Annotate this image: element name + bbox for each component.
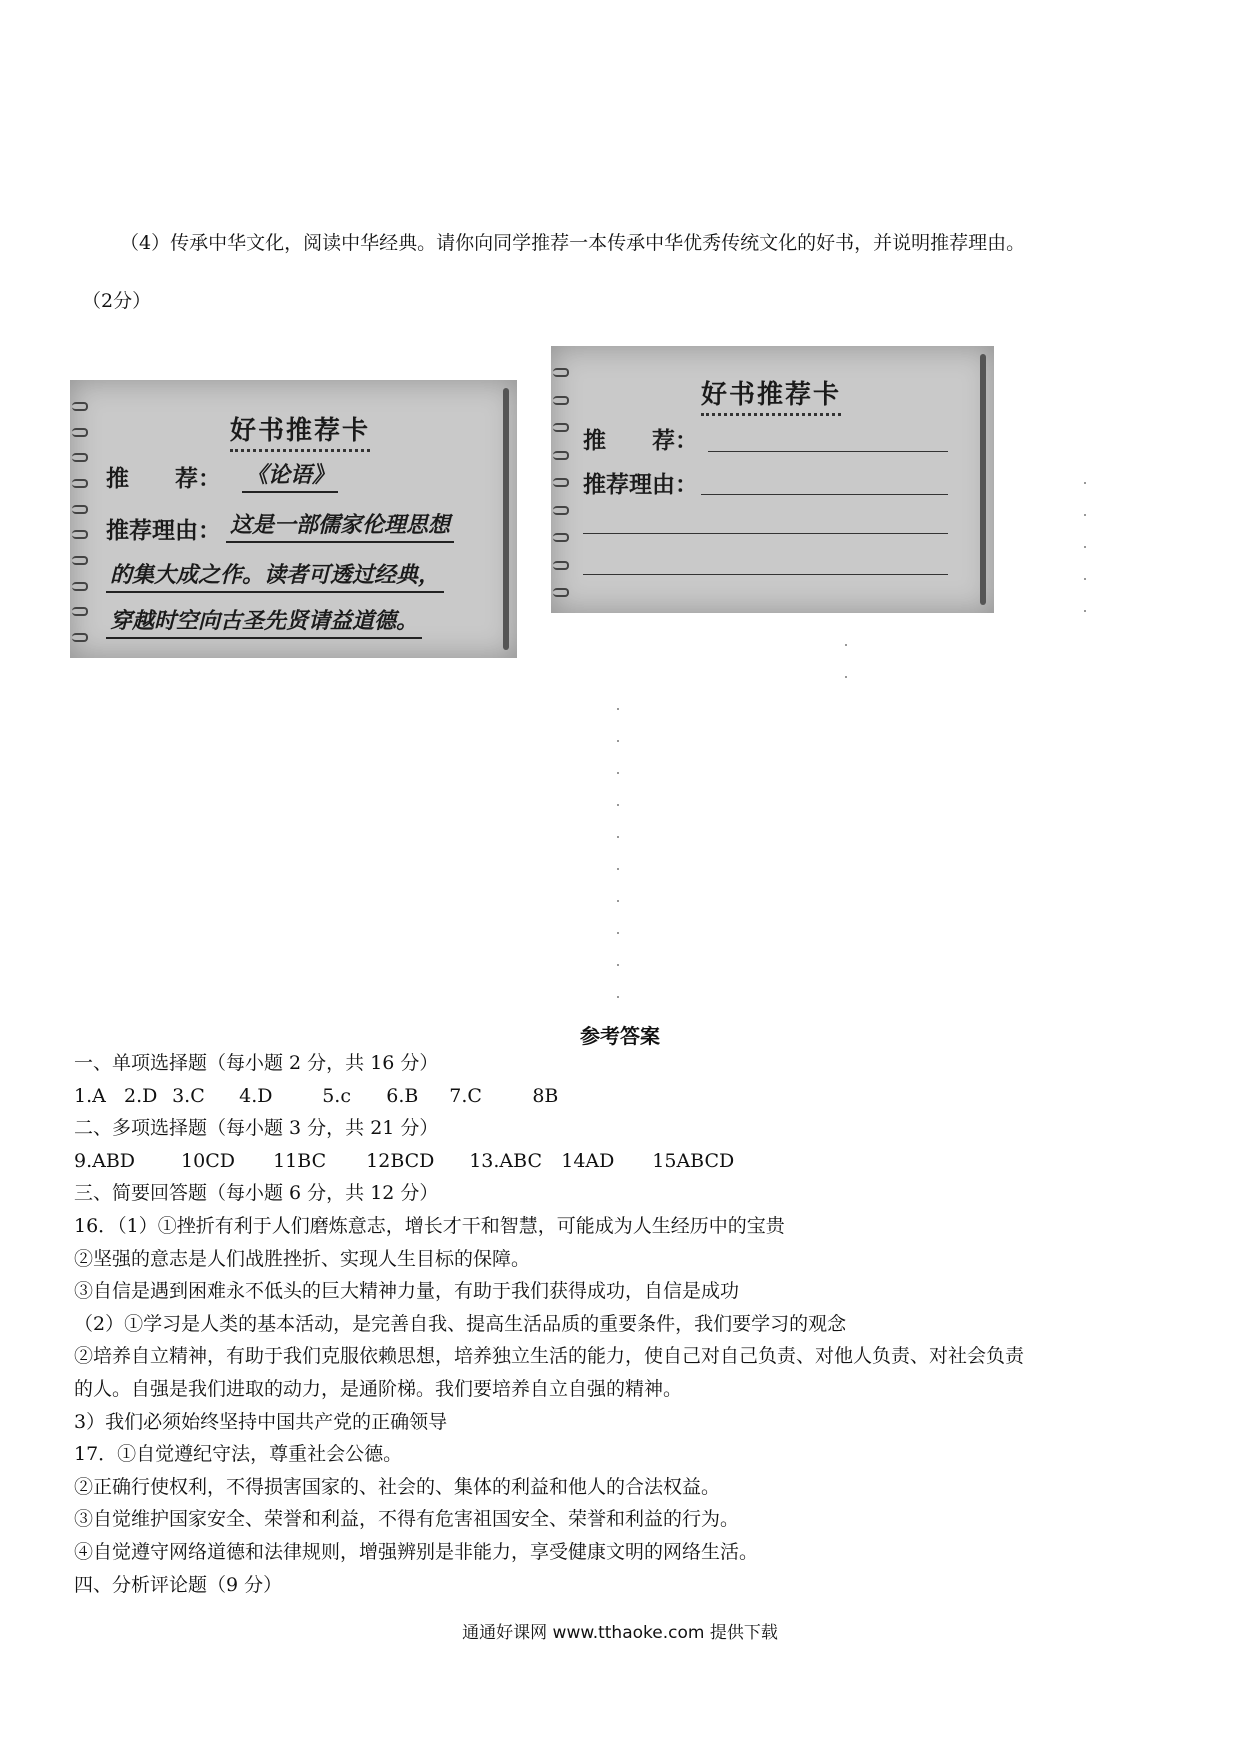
answer-item: 3.C — [172, 1084, 205, 1107]
answer-item: 5.c — [322, 1084, 351, 1107]
answer-line: ②坚强的意志是人们战胜挫折、实现人生目标的保障。 — [74, 1247, 531, 1270]
answer-item: 12BCD — [366, 1149, 435, 1172]
recommend-label: 推 荐： — [106, 466, 221, 492]
answer-item: 14AD — [561, 1149, 615, 1172]
answer-line: 16．（1）①挫折有利于人们磨炼意志，增长才干和智慧，可能成为人生经历中的宝贵 — [74, 1214, 785, 1237]
answer-item: 7.C — [449, 1084, 482, 1107]
reason-blank-line — [583, 533, 948, 534]
answers-title: 参考答案 — [580, 1024, 660, 1048]
mc-answers-row — [74, 1080, 1184, 1113]
answer-line: ②正确行使权利，不得损害国家的、社会的、集体的利益和他人的合法权益。 — [74, 1475, 721, 1498]
book-card-example — [70, 380, 517, 658]
answer-item: 6.B — [386, 1084, 419, 1107]
card-title: 好书推荐卡 — [701, 374, 841, 416]
section-heading: 四、分析评论题（9 分） — [74, 1573, 283, 1596]
section-heading: 二、多项选择题（每小题 3 分，共 21 分） — [74, 1117, 439, 1140]
card-title: 好书推荐卡 — [230, 410, 370, 452]
reason-label: 推荐理由： — [583, 472, 698, 498]
answer-item: 10CD — [181, 1149, 235, 1172]
answer-item: 13.ABC — [469, 1149, 542, 1172]
answer-line: （2）①学习是人类的基本活动，是完善自我、提高生活品质的重要条件，我们要学习的观念 — [74, 1312, 847, 1335]
answer-line: 17．①自觉遵纪守法，尊重社会公德。 — [74, 1443, 403, 1466]
reason-line: 这是一部儒家伦理思想 — [226, 508, 454, 543]
recommend-label: 推 荐： — [583, 428, 698, 454]
spiral-binding-icon — [72, 402, 92, 642]
answer-item: 1.A — [74, 1084, 106, 1107]
reason-blank-line — [583, 574, 948, 575]
answer-item: 15ABCD — [652, 1149, 735, 1172]
answer-list — [74, 1047, 1184, 1601]
reason-line: 的集大成之作。读者可透过经典， — [106, 558, 444, 593]
answer-line: ③自信是遇到困难永不低头的巨大精神力量，有助于我们获得成功，自信是成功 — [74, 1280, 740, 1303]
answer-line: ②培养自立精神，有助于我们克服依赖思想，培养独立生活的能力，使自己对自己负责、对他人负责、对社会负责 — [74, 1345, 1025, 1368]
reason-label: 推荐理由： — [106, 518, 221, 544]
reason-blank-line — [701, 494, 948, 495]
section-heading: 三、简要回答题（每小题 6 分，共 12 分） — [74, 1182, 439, 1205]
recommend-value: 《论语》 — [242, 458, 338, 493]
reason-line: 穿越时空向古圣先贤请益道德。 — [106, 604, 422, 639]
answer-item: 8B — [532, 1084, 559, 1107]
answer-line: 的人。自强是我们进取的动力，是通阶梯。我们要培养自立自强的精神。 — [74, 1377, 683, 1400]
spiral-binding-icon — [553, 368, 573, 597]
footer-credit: 通通好课网 www.tthaoke.com 提供下载 — [462, 1623, 778, 1643]
answer-line: ③自觉维护国家安全、荣誉和利益，不得有危害祖国安全、荣誉和利益的行为。 — [74, 1508, 740, 1531]
question-4-text: （4）传承中华文化，阅读中华经典。请你向同学推荐一本传承中华优秀传统文化的好书，并说明推荐理由。 — [120, 232, 1026, 254]
section-heading: 一、单项选择题（每小题 2 分，共 16 分） — [74, 1052, 439, 1074]
answer-item: 11BC — [273, 1149, 327, 1172]
recommend-blank-line — [708, 451, 948, 452]
answer-item: 2.D — [124, 1084, 158, 1107]
answer-line: 3）我们必须始终坚持中国共产党的正确领导 — [74, 1410, 448, 1433]
book-card-blank — [551, 346, 994, 613]
answer-item: 4.D — [239, 1084, 273, 1107]
question-4-score: （2分） — [82, 290, 152, 312]
mc-answers-row — [74, 1145, 1184, 1178]
answer-item: 9.ABD — [74, 1149, 136, 1172]
answer-line: ④自觉遵守网络道德和法律规则，增强辨别是非能力，享受健康文明的网络生活。 — [74, 1540, 759, 1563]
